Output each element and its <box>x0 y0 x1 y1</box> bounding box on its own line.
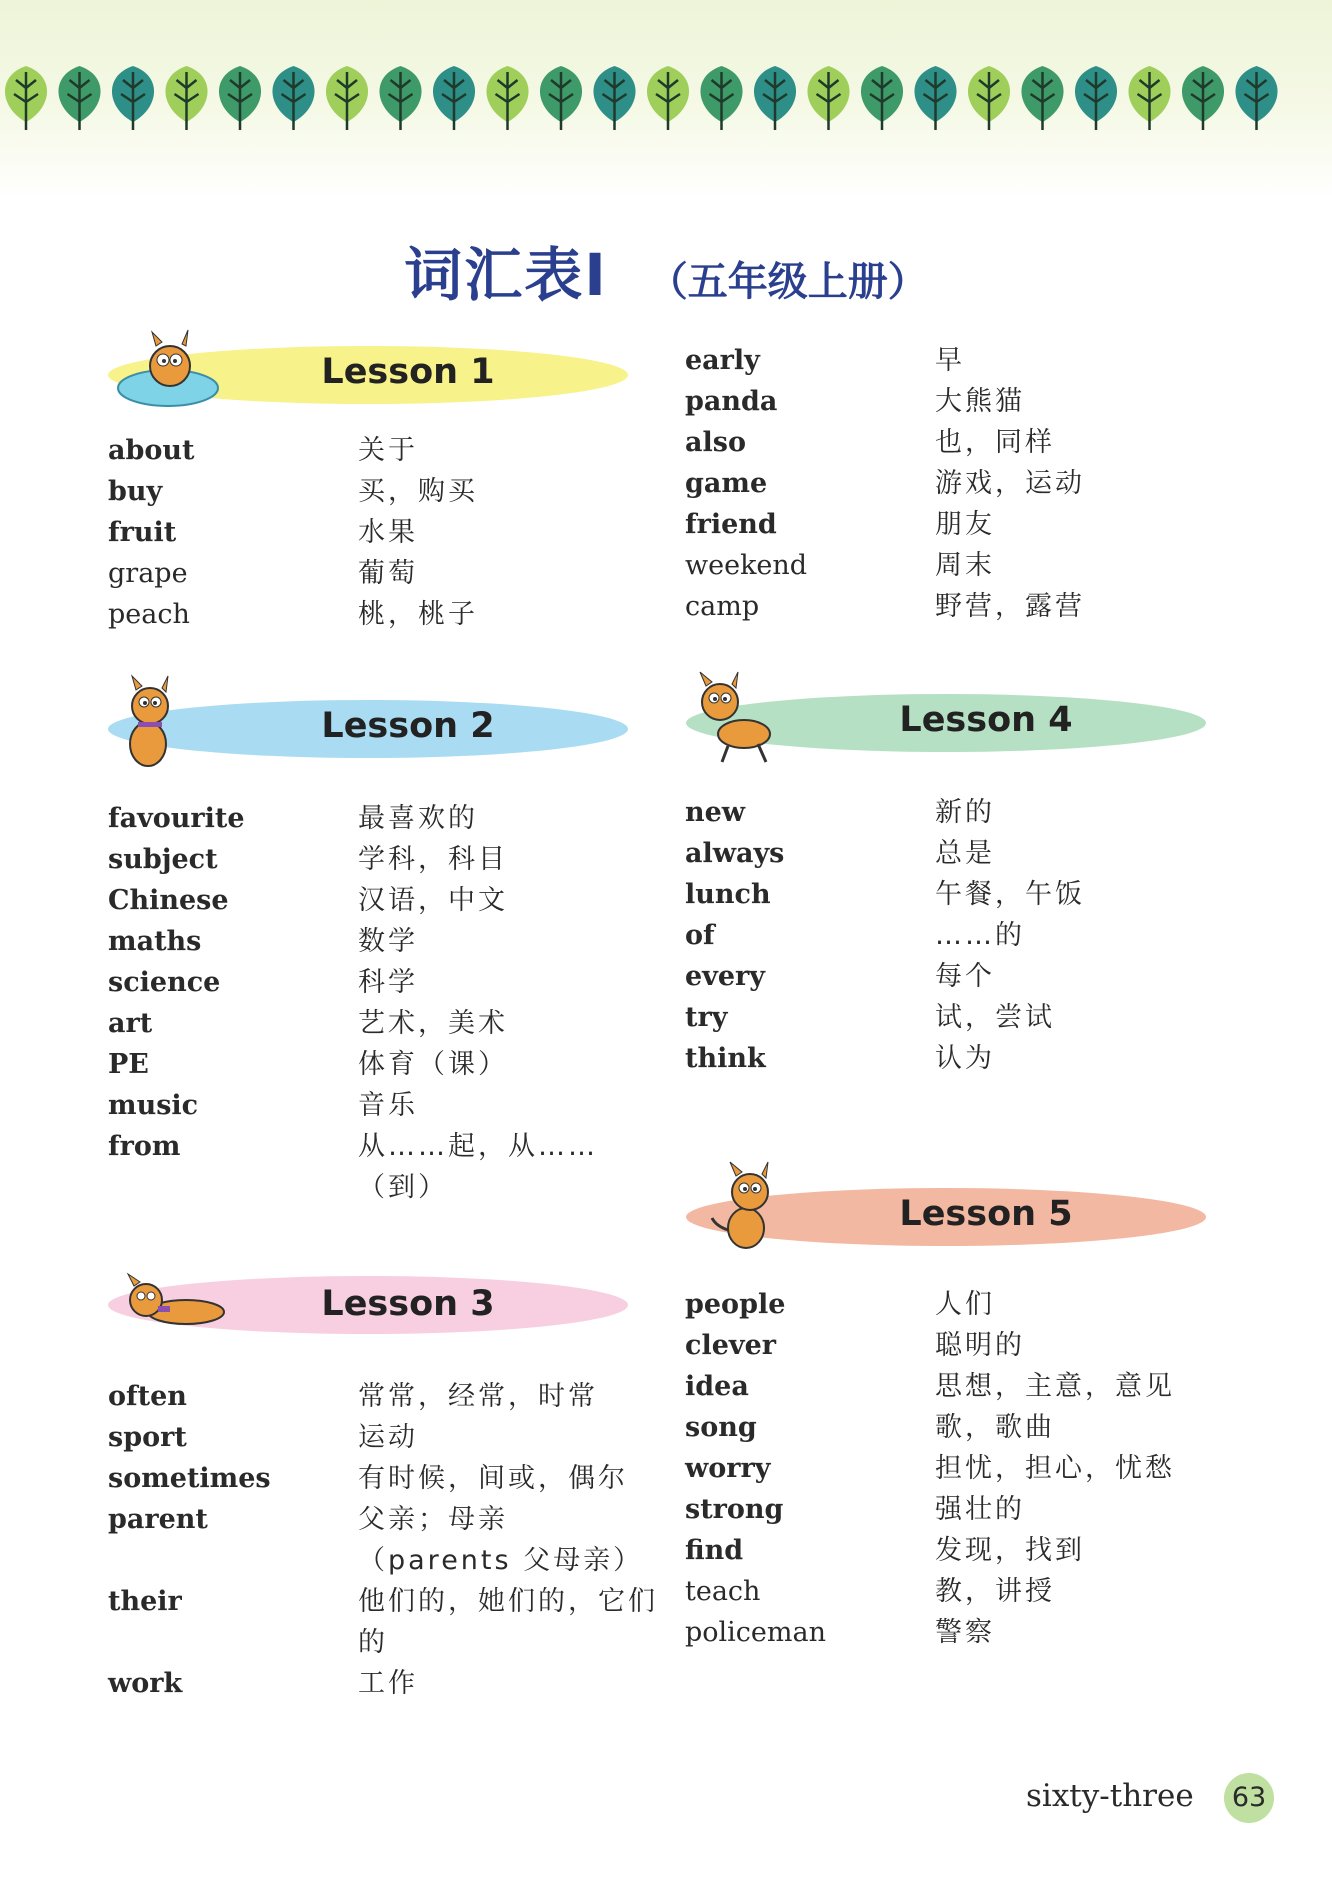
vocab-row <box>108 430 668 471</box>
vocab-english: parent <box>108 1504 208 1535</box>
vocab-chinese: 强壮的 <box>935 1494 1025 1525</box>
vocab-row <box>108 1003 668 1044</box>
vocab-row <box>685 1366 1245 1407</box>
vocab-english: peach <box>108 599 190 630</box>
lesson-4-banner <box>686 668 1216 758</box>
vocab-row <box>685 463 1245 504</box>
vocab-row <box>685 1530 1245 1571</box>
vocab-english: camp <box>685 591 760 622</box>
leaf-icon <box>914 66 956 130</box>
lesson-4-word-list <box>685 792 1245 1079</box>
lesson-3-label: Lesson 3 <box>321 1284 495 1324</box>
vocab-chinese: 游戏，运动 <box>935 468 1085 499</box>
vocab-chinese: ……的 <box>935 920 1025 951</box>
vocab-english: grape <box>108 558 188 589</box>
lesson-1-word-list-continued <box>685 340 1245 627</box>
vocab-row <box>108 1458 668 1499</box>
vocab-row <box>685 1489 1245 1530</box>
vocab-chinese: 聪明的 <box>935 1330 1025 1361</box>
vocab-chinese: 学科，科目 <box>358 844 508 875</box>
vocab-row <box>108 880 668 921</box>
leaf-icon <box>593 66 635 130</box>
vocab-english: friend <box>685 509 777 540</box>
vocab-english: every <box>685 961 765 992</box>
vocab-english: always <box>685 838 785 869</box>
vocab-chinese: 周末 <box>935 550 995 581</box>
vocab-row <box>108 798 668 839</box>
vocab-chinese: 买，购买 <box>358 476 478 507</box>
leaf-icon <box>1075 66 1117 130</box>
vocab-english: maths <box>108 926 202 957</box>
vocab-row <box>108 553 668 594</box>
vocab-chinese: 发现，找到 <box>935 1535 1085 1566</box>
vocab-english: clever <box>685 1330 776 1361</box>
vocab-row <box>108 921 668 962</box>
vocab-chinese: 关于 <box>358 435 418 466</box>
lesson-5-banner <box>686 1160 1216 1250</box>
title-sub: （五年级上册） <box>647 258 928 305</box>
leaf-icon <box>165 66 207 130</box>
vocab-english: game <box>685 468 768 499</box>
vocab-chinese: 父亲；母亲（parents 父母亲） <box>358 1504 644 1576</box>
vocab-english: subject <box>108 844 218 875</box>
lesson-5-label: Lesson 5 <box>899 1194 1073 1234</box>
vocab-chinese: 数学 <box>358 926 418 957</box>
vocab-english: sport <box>108 1422 187 1453</box>
vocab-row <box>685 1325 1245 1366</box>
leaf-icon <box>861 66 903 130</box>
lesson-2-word-list <box>108 798 668 1208</box>
vocab-english: fruit <box>108 517 177 548</box>
leaf-icon <box>58 66 100 130</box>
vocab-english: song <box>685 1412 757 1443</box>
vocab-english: favourite <box>108 803 245 834</box>
vocab-row <box>685 381 1245 422</box>
vocab-row <box>108 962 668 1003</box>
vocab-row <box>108 594 668 635</box>
vocab-english: science <box>108 967 221 998</box>
dog-sitting-icon <box>108 672 188 772</box>
vocab-english: early <box>685 345 760 376</box>
leaf-icon <box>1182 66 1224 130</box>
vocab-chinese: 歌，歌曲 <box>935 1412 1055 1443</box>
vocab-chinese: 大熊猫 <box>935 386 1025 417</box>
vocab-row <box>685 422 1245 463</box>
vocab-row <box>685 340 1245 381</box>
vocab-row <box>108 1581 668 1663</box>
leaf-icon <box>807 66 849 130</box>
vocab-chinese: 每个 <box>935 961 995 992</box>
page-number-badge: 63 <box>1224 1773 1274 1823</box>
vocab-english: try <box>685 1002 728 1033</box>
vocab-english: weekend <box>685 550 808 581</box>
vocab-chinese: 从……起，从……（到） <box>358 1131 598 1203</box>
vocab-row <box>685 833 1245 874</box>
vocab-chinese: 野营，露营 <box>935 591 1085 622</box>
vocab-row <box>685 545 1245 586</box>
vocab-row <box>685 1038 1245 1079</box>
vocab-row <box>685 874 1245 915</box>
vocab-row <box>108 1417 668 1458</box>
leaf-icon <box>326 66 368 130</box>
vocab-chinese: 科学 <box>358 967 418 998</box>
vocab-row <box>685 1284 1245 1325</box>
vocab-row <box>685 997 1245 1038</box>
lesson-3-word-list <box>108 1376 668 1704</box>
vocab-english: buy <box>108 476 163 507</box>
page-title <box>0 228 1332 312</box>
vocab-english: think <box>685 1043 766 1074</box>
lesson-1-label: Lesson 1 <box>321 352 495 392</box>
vocab-row <box>685 792 1245 833</box>
vocab-chinese: 午餐，午饭 <box>935 879 1085 910</box>
vocab-row <box>108 1376 668 1417</box>
vocab-english: people <box>685 1289 786 1320</box>
vocab-chinese: 音乐 <box>358 1090 418 1121</box>
vocab-english: about <box>108 435 195 466</box>
vocab-english: often <box>108 1381 187 1412</box>
leaf-icon <box>112 66 154 130</box>
leaf-icon <box>272 66 314 130</box>
vocab-chinese: 早 <box>935 345 965 376</box>
vocab-english: Chinese <box>108 885 229 916</box>
vocab-english: from <box>108 1131 181 1162</box>
vocab-english: new <box>685 797 746 828</box>
leaf-icon <box>647 66 689 130</box>
vocab-chinese: 有时候，间或，偶尔 <box>358 1463 628 1494</box>
vocab-row <box>108 1044 668 1085</box>
leaf-icon <box>486 66 528 130</box>
lesson-3-banner <box>108 1250 638 1340</box>
leaf-icon <box>1021 66 1063 130</box>
vocab-english: sometimes <box>108 1463 271 1494</box>
vocab-row <box>108 1499 668 1581</box>
vocab-english: strong <box>685 1494 784 1525</box>
vocab-chinese: 认为 <box>935 1043 995 1074</box>
dog-standing-icon <box>686 1160 786 1260</box>
vocab-row <box>685 586 1245 627</box>
title-main: 词汇表Ⅰ <box>404 241 608 309</box>
vocab-english: music <box>108 1090 199 1121</box>
leaf-icon <box>379 66 421 130</box>
vocab-english: their <box>108 1586 182 1617</box>
vocab-chinese: 警察 <box>935 1617 995 1648</box>
vocab-english: worry <box>685 1453 771 1484</box>
dog-lying-icon <box>108 1250 248 1340</box>
vocab-row <box>108 839 668 880</box>
vocab-row <box>685 1448 1245 1489</box>
vocab-english: PE <box>108 1049 149 1080</box>
vocab-row <box>108 471 668 512</box>
dog-swimming-icon <box>108 318 228 418</box>
vocab-chinese: 担忧，担心，忧愁 <box>935 1453 1175 1484</box>
vocab-chinese: 水果 <box>358 517 418 548</box>
leaf-icon <box>540 66 582 130</box>
vocab-english: of <box>685 920 715 951</box>
vocab-row <box>685 1571 1245 1612</box>
leaf-icon <box>1235 66 1277 130</box>
vocab-english: policeman <box>685 1617 826 1648</box>
vocab-english: panda <box>685 386 778 417</box>
vocab-chinese: 艺术，美术 <box>358 1008 508 1039</box>
lesson-2-banner <box>108 672 638 762</box>
lesson-4-label: Lesson 4 <box>899 700 1073 740</box>
vocab-row <box>108 1126 668 1208</box>
vocab-row <box>685 504 1245 545</box>
vocab-chinese: 朋友 <box>935 509 995 540</box>
vocab-english: idea <box>685 1371 749 1402</box>
vocab-row <box>685 1407 1245 1448</box>
leaf-icon <box>700 66 742 130</box>
vocab-chinese: 葡萄 <box>358 558 418 589</box>
vocab-chinese: 试，尝试 <box>935 1002 1055 1033</box>
leaf-icon <box>1128 66 1170 130</box>
dog-walking-icon <box>686 668 786 768</box>
lesson-2-label: Lesson 2 <box>321 706 495 746</box>
vocab-chinese: 思想，主意，意见 <box>935 1371 1175 1402</box>
vocab-chinese: 体育（课） <box>358 1049 508 1080</box>
vocab-chinese: 常常，经常，时常 <box>358 1381 598 1412</box>
vocab-row <box>685 956 1245 997</box>
vocab-chinese: 总是 <box>935 838 995 869</box>
vocab-chinese: 工作 <box>358 1668 418 1699</box>
vocab-chinese: 人们 <box>935 1289 995 1320</box>
vocab-chinese: 教，讲授 <box>935 1576 1055 1607</box>
lesson-1-word-list <box>108 430 668 635</box>
vocab-row <box>108 512 668 553</box>
vocab-chinese: 汉语，中文 <box>358 885 508 916</box>
vocab-english: lunch <box>685 879 771 910</box>
leaf-icon <box>433 66 475 130</box>
lesson-5-word-list <box>685 1284 1245 1653</box>
leaf-icon <box>5 66 47 130</box>
vocab-english: also <box>685 427 746 458</box>
leaf-icon <box>968 66 1010 130</box>
vocab-english: find <box>685 1535 744 1566</box>
vocab-chinese: 也，同样 <box>935 427 1055 458</box>
vocab-chinese: 最喜欢的 <box>358 803 478 834</box>
vocab-english: work <box>108 1668 183 1699</box>
leaf-icon <box>754 66 796 130</box>
vocab-chinese: 他们的，她们的，它们的 <box>358 1586 658 1658</box>
vocab-chinese: 新的 <box>935 797 995 828</box>
vocab-row <box>685 1612 1245 1653</box>
vocab-row <box>108 1663 668 1704</box>
leaf-icon <box>219 66 261 130</box>
lesson-1-banner <box>108 318 638 408</box>
vocab-english: teach <box>685 1576 761 1607</box>
leaf-border <box>0 52 1332 142</box>
vocab-row <box>685 915 1245 956</box>
vocab-chinese: 桃，桃子 <box>358 599 478 630</box>
vocab-chinese: 运动 <box>358 1422 418 1453</box>
vocab-english: art <box>108 1008 153 1039</box>
page-number-words: sixty-three <box>1026 1778 1194 1814</box>
vocab-row <box>108 1085 668 1126</box>
